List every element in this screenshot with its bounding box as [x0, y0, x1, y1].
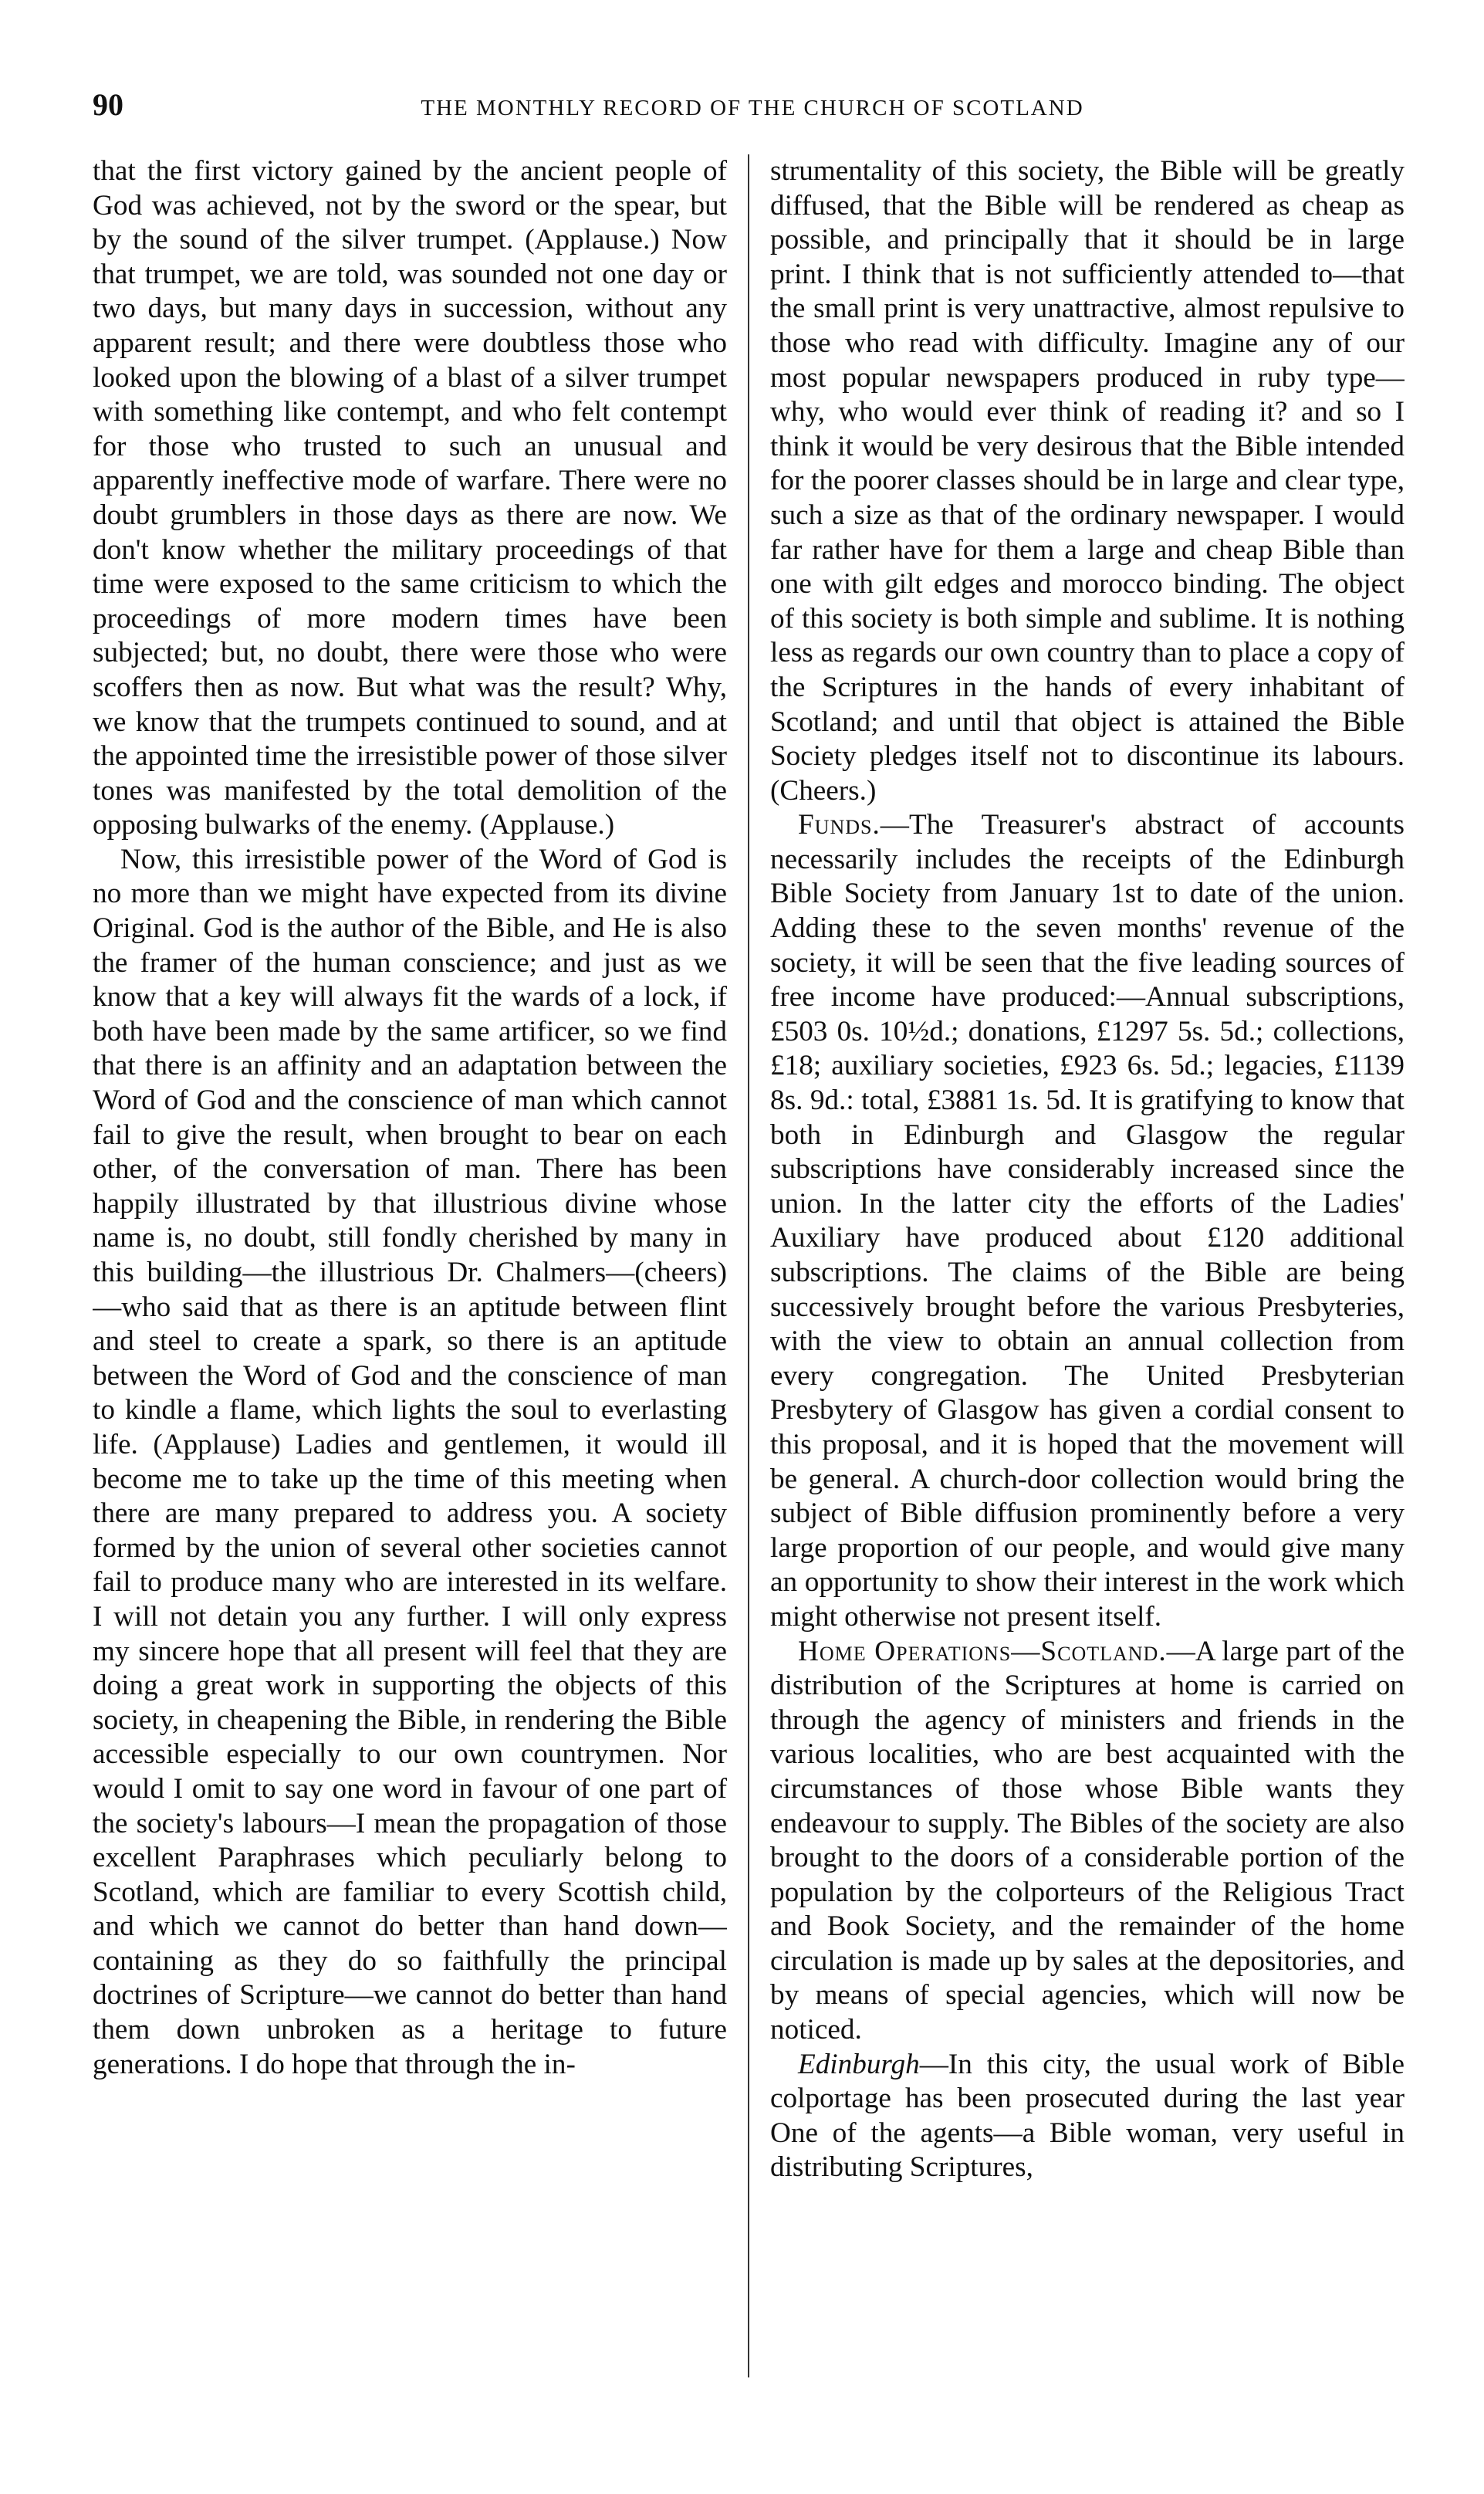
right-column [770, 154, 1405, 2439]
paragraph: that the first victory gained by the ancient people of God was achieved, not by the sword or the spear, but by the sound of the silver trumpet. (Applause.) Now that trumpet, we are told, was sounded not one day or two days, but many days in succession, without any apparent result; and there were doubtless those who looked upon the blowing of a blast of a silver trumpet with something like contempt, and who felt contempt for those who trusted to such an unusual and apparently ineffective mode of warfare. There were no doubt grumblers in those days as there are now. We don't know whether the military proceedings of that time were exposed to the same criticism to which the proceedings of more modern times have been subjected; but, no doubt, there were those who were scoffers then as now. But what was the result? Why, we know that the trumpets continued to sound, and at the appointed time the irresistible power of those silver tones was manifested by the total demolition of the opposing bulwarks of the enemy. (Applause.) [93, 155, 727, 841]
running-head [93, 86, 1397, 140]
paragraph: Now, this irresistible power of the Word of God is no more than we might have expected from its divine Original. God is the author of the Bible, and He is also the framer of the human conscience; and just as we know that a key will always fit the wards of a lock, if both have been made by the same artificer, so we find that there is an affinity and an adaptation between the Word of God and the conscience of man which cannot fail to give the result, when brought to bear on each other, of the conversation of man. There has been happily illustrated by that illustrious divine whose name is, no doubt, still fondly cherished by many in this building—the illustrious Dr. Chalmers—(cheers)—who said that as there is an aptitude between flint and steel to create a spark, so there is an aptitude between the Word of God and the conscience of man to kindle a flame, which lights the soul to everlasting life. (Applause) Ladies and gentlemen, it would ill become me to take up the time of this meeting when there are many prepared to address you. A society formed by the union of several other societies cannot fail to produce many who are interested in its welfare. I will not detain you any further. I will only express my sincere hope that all present will feel that they are doing a great work in supporting the objects of this society, in cheapening the Bible, in rendering the Bible accessible especially to our own countrymen. Nor would I omit to say one word in favour of one part of the society's labours—I mean the propagation of those excellent Paraphrases which peculiarly belong to Scotland, which are familiar to every Scottish child, and which we cannot do better than hand down—containing as they do so faithfully the principal doctrines of Scripture—we cannot do better than hand them down unbroken as a heritage to future generations. I do hope that through the in- [93, 843, 727, 2080]
journal-title: THE MONTHLY RECORD OF THE CHURCH OF SCOTLAND [421, 96, 1084, 120]
section-heading-edinburgh: Edinburgh [798, 2048, 920, 2080]
page-number: 90 [93, 87, 123, 122]
text-columns [93, 154, 1405, 2439]
paragraph: strumentality of this society, the Bible will be greatly diffused, that the Bible will be rendered as cheap as possible, and principally that it should be in large print. I think that is not sufficiently attended to—that the small print is very unattractive, almost repulsive to those who read with difficulty. Imagine any of our most popular newspapers produced in ruby type—why, who would ever think of reading it? and so I think it would be very desirous that the Bible intended for the poorer classes should be in large and clear type, such a size as that of the ordinary newspaper. I would far rather have for them a large and cheap Bible than one with gilt edges and morocco binding. The object of this society is both simple and sublime. It is nothing less as regards our own country than to place a copy of the Scriptures in the hands of every inhabitant of Scotland; and until that object is attained the Bible Society pledges itself not to discontinue its labours. (Cheers.) [770, 155, 1405, 807]
left-column [93, 154, 727, 2439]
edinburgh-text: —In this city, the usual work of Bible colportage has been prosecuted during the last year One of the agents—a Bible woman, very useful in distributing Scriptures, [770, 2048, 1405, 2184]
home-operations-text: —A large part of the distribution of the Scriptures at home is carried on through the agency of ministers and friends in the various localities, who are best acquainted with the circumstances of those whose Bible wants they endeavour to supply. The Bibles of the society are also brought to the doors of a considerable portion of the population by the colporteurs of the Religious Tract and Book Society, and the remainder of the home circulation is made up by sales at the depositories, and by means of special agencies, which will now be noticed. [770, 1635, 1405, 2046]
funds-paragraph [770, 808, 1405, 1634]
funds-text: —The Treasurer's abstract of accounts necessarily includes the receipts of the Edinburgh Bible Society from January 1st to date of the union. Adding these to the seven months' revenue of the society, it will be seen that the five leading sources of free income have produced:—Annual subscriptions, £503 0s. 10½d.; donations, £1297 5s. 5d.; collections, £18; auxiliary societies, £923 6s. 5d.; legacies, £1139 8s. 9d.: total, £3881 1s. 5d. It is gratifying to know that both in Edinburgh and Glasgow the regular subscriptions have considerably increased since the union. In the latter city the efforts of the Ladies' Auxiliary have produced about £120 additional subscriptions. The claims of the Bible are being successively brought before the various Presbyteries, with the view to obtain an annual collection from every congregation. The United Presbyterian Presbytery of Glasgow has given a cordial consent to this proposal, and it is hoped that the movement will be general. A church-door collection would bring the subject of Bible diffusion prominently before a very large proportion of our people, and would give many an opportunity to show their interest in the work which might otherwise not present itself. [770, 809, 1405, 1633]
column-divider [748, 154, 749, 2377]
section-heading-funds: Funds. [798, 809, 881, 841]
section-heading-home-operations: Home Operations—Scotland. [798, 1635, 1167, 1667]
edinburgh-paragraph [770, 2048, 1405, 2185]
home-operations-paragraph [770, 1635, 1405, 2048]
